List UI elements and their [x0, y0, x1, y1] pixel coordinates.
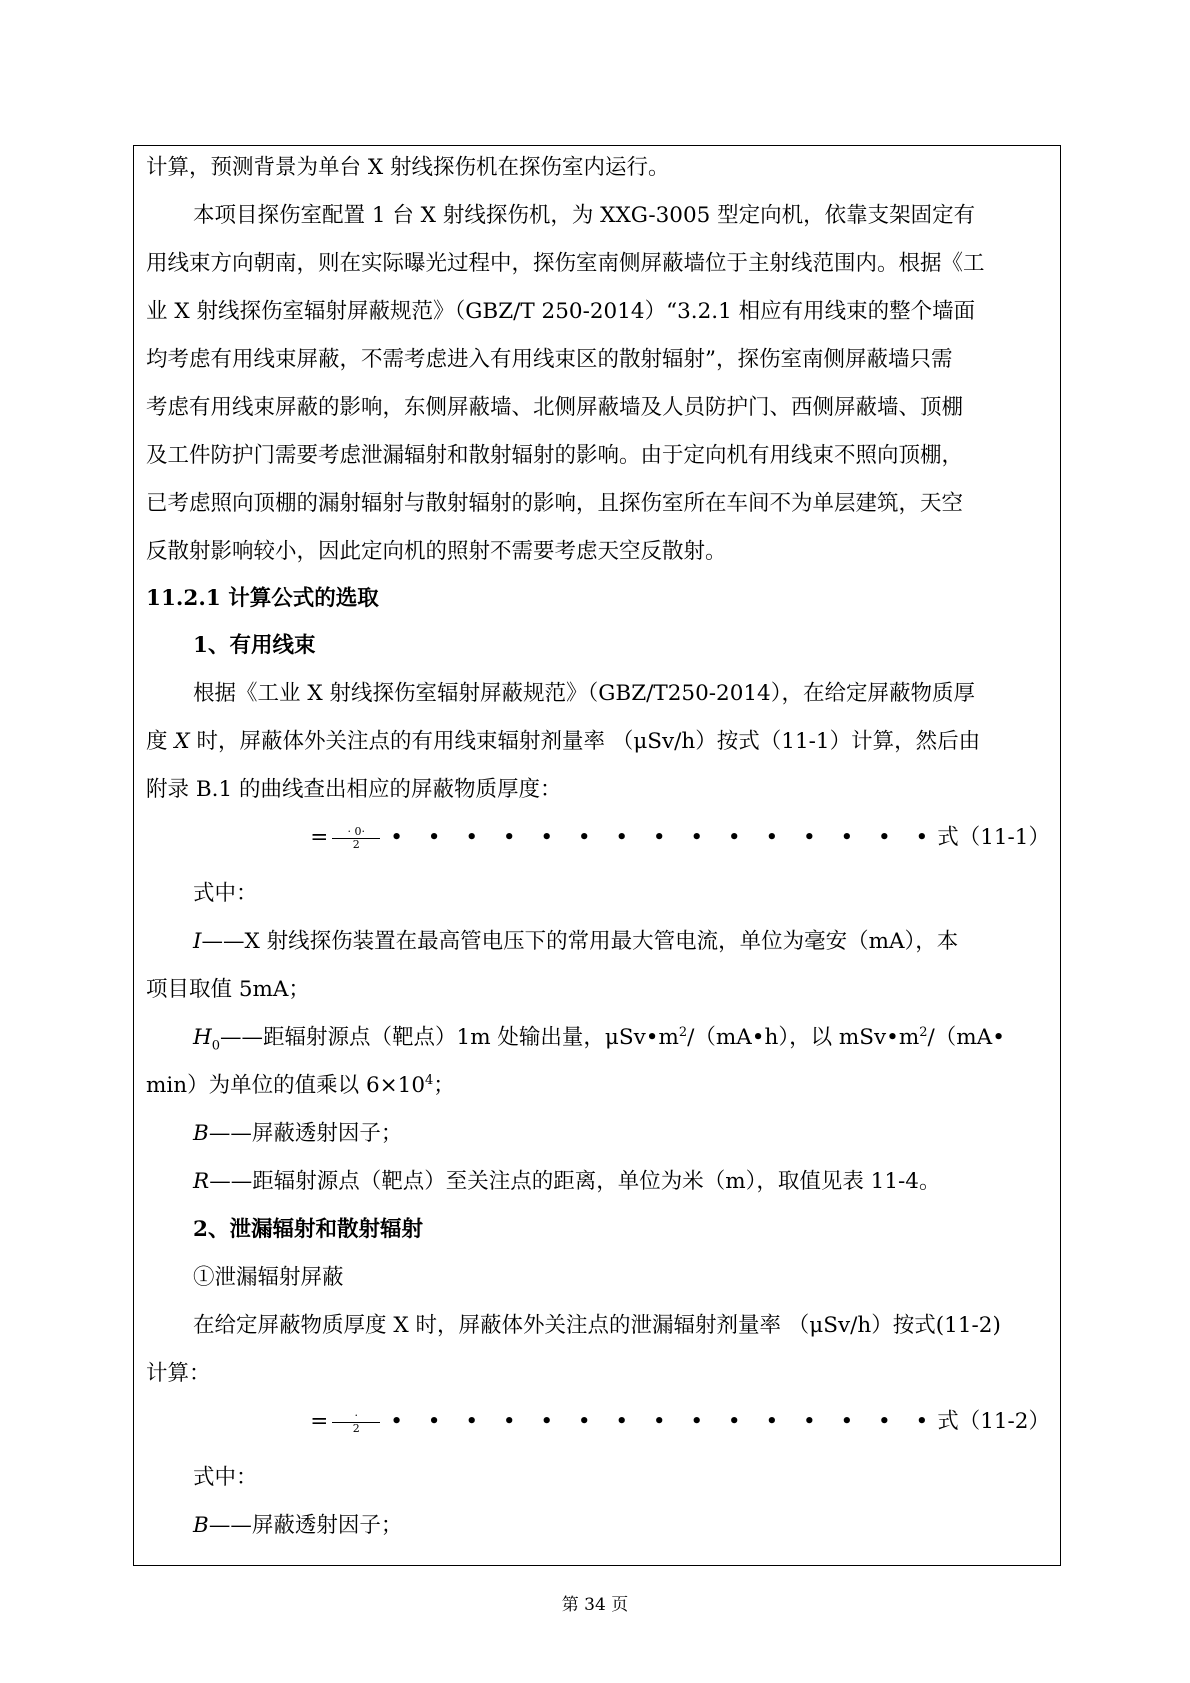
section-title: 11.2.1 计算公式的选取: [146, 586, 379, 611]
definition-h0-cont: [146, 1071, 455, 1101]
definition-text: ——X 射线探伤装置在最高管电压下的常用最大管电流，单位为毫安（mA），本: [201, 929, 959, 954]
text-span: 度: [146, 729, 175, 754]
paragraph-line: [146, 727, 980, 757]
formula-equals: =: [310, 825, 329, 850]
subsection-title: 1、有用线束: [193, 633, 316, 658]
symbol-i: I: [193, 929, 202, 954]
paragraph-line: 用线束方向朝南，则在实际曝光过程中，探伤室南侧屏蔽墙位于主射线范围内。根据《工: [146, 251, 985, 276]
formula-numerator: · 0·: [332, 826, 380, 839]
paragraph-line: 业 X 射线探伤室辐射屏蔽规范》（GBZ/T 250-2014）“3.2.1 相应有用线束的整个墙面: [146, 299, 976, 324]
paragraph-line: 考虑有用线束屏蔽的影响，东侧屏蔽墙、北侧屏蔽墙及人员防护门、西侧屏蔽墙、顶棚: [146, 395, 964, 420]
page-number: 第 34 页: [561, 1595, 629, 1615]
definition-b: [193, 1119, 402, 1149]
paragraph-line: 及工件防护门需要考虑泄漏辐射和散射辐射的影响。由于定向机有用线束不照向顶棚，: [146, 443, 964, 468]
paragraph-line: 本项目探伤室配置 1 台 X 射线探伤机，为 XXG-3005 型定向机，依靠支架固定有: [193, 203, 976, 228]
paragraph-line: 根据《工业 X 射线探伤室辐射屏蔽规范》（GBZ/T250-2014），在给定屏蔽物质厚: [193, 681, 975, 706]
paragraph-line: 反散射影响较小，因此定向机的照射不需要考虑天空反散射。: [146, 539, 727, 564]
definition-text: ——距辐射源点（靶点）至关注点的距离，单位为米（m），取值见表 11-4。: [209, 1169, 941, 1194]
sup: 2: [678, 1024, 688, 1040]
symbol-b: B: [193, 1513, 209, 1538]
formula-denominator: 2: [352, 837, 360, 851]
definition-text: /（mA•: [927, 1025, 1005, 1050]
formula-11-2: [310, 1407, 1050, 1437]
definition-text: ；: [433, 1073, 455, 1098]
paragraph-line: 均考虑有用线束屏蔽，不需考虑进入有用线束区的散射辐射”，探伤室南侧屏蔽墙只需: [146, 347, 953, 372]
paragraph-line: 附录 B.1 的曲线查出相应的屏蔽物质厚度：: [146, 777, 562, 802]
definition-h0: [193, 1023, 1005, 1053]
formula-equals: =: [310, 1409, 329, 1434]
paragraph-line: 计算：: [146, 1361, 211, 1386]
variable-x: X: [174, 729, 190, 754]
definition-text: min）为单位的值乘以 6×10: [146, 1073, 425, 1098]
symbol-h: H: [193, 1025, 212, 1050]
subsection-title: 2、泄漏辐射和散射辐射: [193, 1217, 423, 1242]
symbol-r: R: [193, 1169, 210, 1194]
formula-fraction: [332, 1410, 380, 1435]
definition-text: ——屏蔽透射因子；: [208, 1121, 403, 1146]
paragraph-line: 已考虑照向顶棚的漏射辐射与散射辐射的影响，且探伤室所在车间不为单层建筑，天空: [146, 491, 964, 516]
item-title: ①泄漏辐射屏蔽: [193, 1265, 344, 1290]
symbol-sub: 0: [211, 1038, 221, 1054]
definition-i-cont: 项目取值 5mA；: [146, 977, 310, 1002]
paragraph-line: 在给定屏蔽物质厚度 X 时，屏蔽体外关注点的泄漏辐射剂量率 （μSv/h）按式(11-2): [193, 1313, 1001, 1338]
definition-text: ——屏蔽透射因子；: [208, 1513, 403, 1538]
formula-dots: • • • • • • • • • • • • • • •: [390, 1409, 938, 1434]
where-label: 式中：: [193, 1465, 258, 1490]
definition-text: /（mA•h），以 mSv•m: [687, 1025, 920, 1050]
formula-label: 式（11-1）: [937, 825, 1050, 850]
symbol-b: B: [193, 1121, 209, 1146]
sup: 2: [919, 1024, 928, 1040]
definition-i: [193, 927, 958, 957]
where-label: 式中：: [193, 881, 258, 906]
definition-r: [193, 1167, 940, 1197]
sup: 4: [425, 1072, 434, 1088]
formula-fraction: [332, 826, 380, 851]
formula-dots: • • • • • • • • • • • • • • •: [390, 825, 938, 850]
formula-denominator: 2: [352, 1421, 360, 1435]
text-span: 时，屏蔽体外关注点的有用线束辐射剂量率 （μSv/h）按式（11-1）计算，然后由: [189, 729, 981, 754]
paragraph-line: 计算，预测背景为单台 X 射线探伤机在探伤室内运行。: [146, 155, 670, 180]
definition-text: ——距辐射源点（靶点）1m 处输出量，μSv•m: [220, 1025, 679, 1050]
formula-numerator: ·: [332, 1410, 380, 1423]
formula-label: 式（11-2）: [937, 1409, 1050, 1434]
formula-11-1: [310, 823, 1050, 853]
definition-b: [193, 1511, 402, 1541]
